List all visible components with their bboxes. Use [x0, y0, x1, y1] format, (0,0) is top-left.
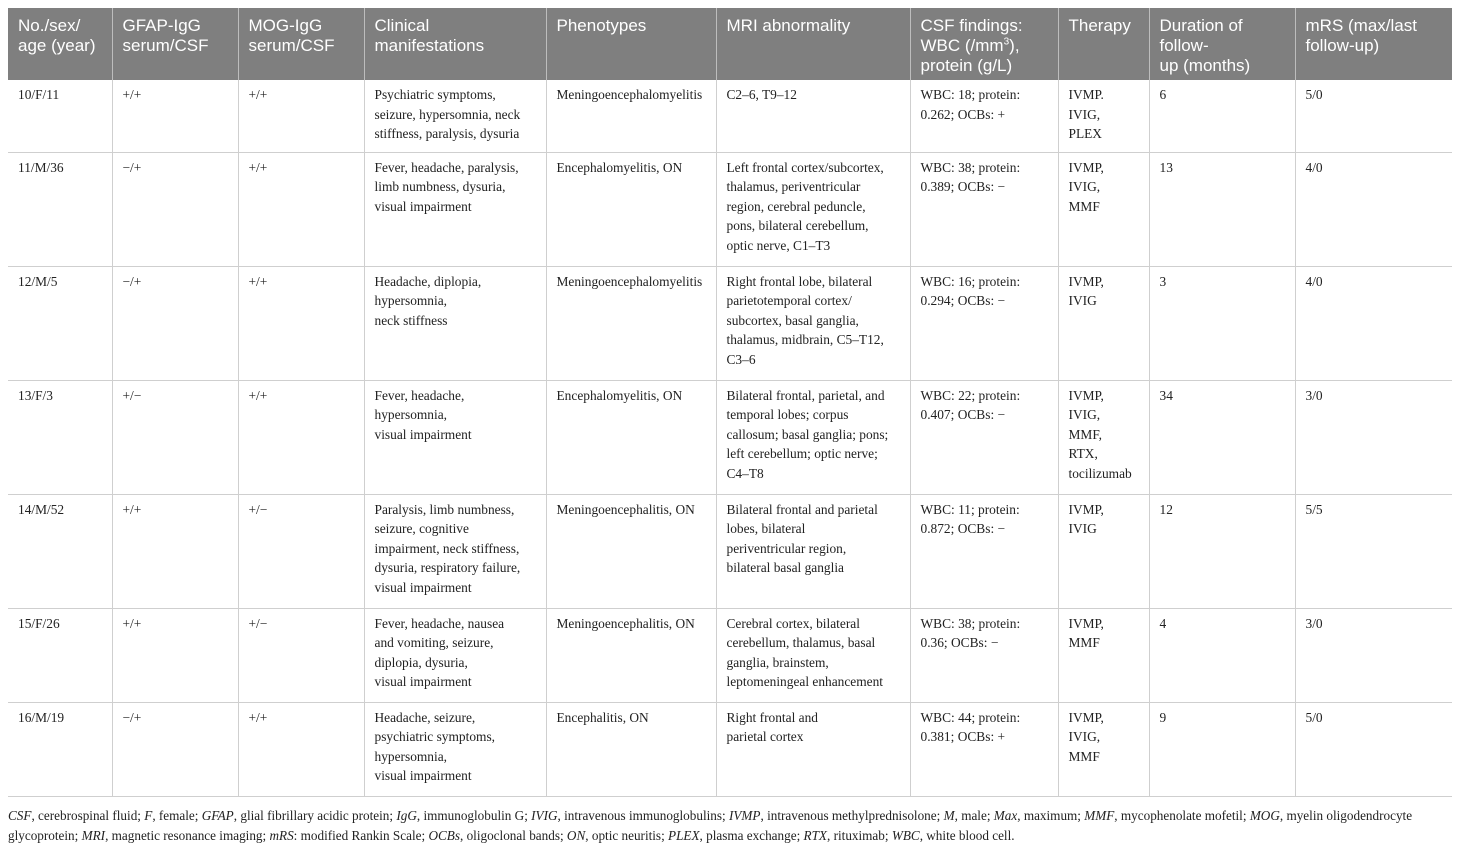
cell-mrs: 5/0: [1295, 80, 1452, 152]
cell-csf: WBC: 38; protein: 0.389; OCBs: −: [910, 152, 1058, 266]
cell-csf: WBC: 44; protein: 0.381; OCBs: +: [910, 702, 1058, 796]
col-header-csf: [910, 8, 1058, 80]
footnote-def: , intravenous immunoglobulins;: [557, 808, 729, 823]
cell-mri: Bilateral frontal and parietal lobes, bilateral periventricular region, bilateral basal ganglia: [716, 494, 910, 608]
table-row: [8, 152, 1452, 266]
csf-header-line3: protein (g/L): [920, 56, 1013, 75]
table-row: [8, 608, 1452, 702]
col-header-phenotypes: Phenotypes: [546, 8, 716, 80]
cell-clinical: Headache, seizure, psychiatric symptoms, hypersomnia, visual impairment: [364, 702, 546, 796]
cell-therapy: IVMP. IVIG, PLEX: [1058, 80, 1149, 152]
footnote-abbr: MRI: [81, 827, 106, 843]
footnote-abbr: ON: [566, 827, 586, 843]
cell-phenotype: Meningoencephalitis, ON: [546, 494, 716, 608]
cell-duration: 4: [1149, 608, 1295, 702]
cell-clinical: Fever, headache, hypersomnia, visual impairment: [364, 380, 546, 494]
cell-clinical: Headache, diplopia, hypersomnia, neck stiffness: [364, 266, 546, 380]
cell-mog: +/+: [238, 266, 364, 380]
cell-mog: +/+: [238, 152, 364, 266]
footnote-def: , optic neuritis;: [585, 827, 669, 843]
footnote-abbr: IgG: [396, 808, 417, 823]
footnote-def: , plasma exchange;: [699, 827, 804, 843]
cell-mri: Right frontal lobe, bilateral parietotemporal cortex/ subcortex, basal ganglia, thalamus, midbrain, C5–T12, C3–6: [716, 266, 910, 380]
cell-phenotype: Encephalomyelitis, ON: [546, 380, 716, 494]
col-header-mri: MRI abnormality: [716, 8, 910, 80]
footnote-abbr: IVMP: [728, 808, 761, 823]
cell-id: 15/F/26: [8, 608, 112, 702]
csf-header-line2: WBC $(/mm^3)$,: [920, 36, 1020, 55]
footnote-def: : modified Rankin Scale;: [293, 827, 429, 843]
footnote-abbr: IVIG: [531, 808, 558, 823]
table-row: [8, 380, 1452, 494]
footnote-abbr: OCBs: [428, 827, 460, 843]
footnote-abbr: RTX: [803, 827, 827, 843]
cell-duration: 3: [1149, 266, 1295, 380]
col-header-therapy: Therapy: [1058, 8, 1149, 80]
cell-duration: 6: [1149, 80, 1295, 152]
cell-gfap: +/+: [112, 80, 238, 152]
col-header-gfap: GFAP-IgG serum/CSF: [112, 8, 238, 80]
cell-mri: Right frontal and parietal cortex: [716, 702, 910, 796]
cell-therapy: IVMP, IVIG: [1058, 494, 1149, 608]
cell-duration: 12: [1149, 494, 1295, 608]
cell-gfap: +/+: [112, 494, 238, 608]
table-row: [8, 494, 1452, 608]
cell-mri: Left frontal cortex/subcortex, thalamus, periventricular region, cerebral peduncle, pons, bilateral cerebellum, optic nerve, C1–T3: [716, 152, 910, 266]
cell-csf: WBC: 11; protein: 0.872; OCBs: −: [910, 494, 1058, 608]
cell-id: 10/F/11: [8, 80, 112, 152]
cell-phenotype: Encephalitis, ON: [546, 702, 716, 796]
cell-mog: +/+: [238, 80, 364, 152]
table-row: [8, 80, 1452, 152]
cell-duration: 34: [1149, 380, 1295, 494]
cell-mrs: 3/0: [1295, 380, 1452, 494]
footnote-abbr: MMF: [1084, 808, 1115, 823]
cell-id: 14/M/52: [8, 494, 112, 608]
col-header-clinical: Clinical manifestations: [364, 8, 546, 80]
footnote-abbr: mRS: [269, 827, 294, 843]
cell-csf: WBC: 18; protein: 0.262; OCBs: +: [910, 80, 1058, 152]
csf-header-line1: CSF findings:: [920, 16, 1023, 35]
footnote-def: , magnetic resonance imaging;: [105, 827, 270, 843]
col-header-duration: Duration of follow- up (months): [1149, 8, 1295, 80]
cell-id: 12/M/5: [8, 266, 112, 380]
cell-gfap: +/+: [112, 608, 238, 702]
cell-gfap: −/+: [112, 266, 238, 380]
cell-mri: Bilateral frontal, parietal, and temporal lobes; corpus callosum; basal ganglia; pons; left cerebellum; optic nerve; C4–T8: [716, 380, 910, 494]
cell-mrs: 3/0: [1295, 608, 1452, 702]
cell-clinical: Fever, headache, paralysis, limb numbness, dysuria, visual impairment: [364, 152, 546, 266]
cell-therapy: IVMP, IVIG, MMF, RTX, tocilizumab: [1058, 380, 1149, 494]
cell-mog: +/+: [238, 380, 364, 494]
cell-clinical: Paralysis, limb numbness, seizure, cognitive impairment, neck stiffness, dysuria, respiratory failure, visual impairment: [364, 494, 546, 608]
table-container: [8, 8, 1452, 797]
footnote-def: , oligoclonal bands;: [459, 827, 567, 843]
col-header-mrs: mRS (max/last follow-up): [1295, 8, 1452, 80]
col-header-id: No./sex/ age (year): [8, 8, 112, 80]
footnote-def: , immunoglobulin G;: [416, 808, 532, 823]
cell-mrs: 5/0: [1295, 702, 1452, 796]
cell-therapy: IVMP, IVIG, MMF: [1058, 702, 1149, 796]
patient-table: [8, 8, 1452, 797]
cell-mrs: 4/0: [1295, 266, 1452, 380]
cell-gfap: −/+: [112, 152, 238, 266]
footnote-def: , mycophenolate mofetil;: [1114, 808, 1250, 823]
footnote-abbr: Max: [993, 808, 1018, 823]
cell-therapy: IVMP, IVIG: [1058, 266, 1149, 380]
cell-gfap: −/+: [112, 702, 238, 796]
cell-id: 11/M/36: [8, 152, 112, 266]
cell-csf: WBC: 38; protein: 0.36; OCBs: −: [910, 608, 1058, 702]
footnote-def: , female;: [152, 808, 202, 823]
cell-mog: +/+: [238, 702, 364, 796]
cell-duration: 9: [1149, 702, 1295, 796]
footnote-abbr: MOG: [1249, 808, 1280, 823]
table-body: [8, 80, 1452, 796]
cell-clinical: Fever, headache, nausea and vomiting, seizure, diplopia, dysuria, visual impairment: [364, 608, 546, 702]
cell-phenotype: Meningoencephalitis, ON: [546, 608, 716, 702]
footnote-def: , rituximab;: [827, 827, 892, 843]
footnote-def: , white blood cell.: [919, 827, 1015, 843]
cell-mri: C2–6, T9–12: [716, 80, 910, 152]
cell-csf: WBC: 22; protein: 0.407; OCBs: −: [910, 380, 1058, 494]
footnote-abbr: F: [144, 808, 153, 823]
footnote-abbr: GFAP: [201, 808, 234, 823]
footnote-abbr: CSF: [8, 808, 32, 823]
table-row: [8, 702, 1452, 796]
cell-duration: 13: [1149, 152, 1295, 266]
cell-mrs: 5/5: [1295, 494, 1452, 608]
footnote-def: , male;: [954, 808, 994, 823]
cell-clinical: Psychiatric symptoms, seizure, hypersomnia, neck stiffness, paralysis, dysuria: [364, 80, 546, 152]
cell-phenotype: Meningoencephalomyelitis: [546, 266, 716, 380]
footnote-def: , cerebrospinal fluid;: [31, 808, 145, 823]
cell-mog: +/−: [238, 608, 364, 702]
footnote-def: , glial fibrillary acidic protein;: [233, 808, 397, 823]
footnote-abbr: M: [943, 808, 955, 823]
cell-phenotype: Meningoencephalomyelitis: [546, 80, 716, 152]
col-header-mog: MOG-IgG serum/CSF: [238, 8, 364, 80]
footnote-def: , myelin oligodendrocyte glycoprotein;: [8, 808, 1413, 843]
footnote-abbr: WBC: [891, 827, 920, 843]
table-row: [8, 266, 1452, 380]
cell-therapy: IVMP, IVIG, MMF: [1058, 152, 1149, 266]
cell-id: 13/F/3: [8, 380, 112, 494]
cell-mri: Cerebral cortex, bilateral cerebellum, thalamus, basal ganglia, brainstem, leptomeningeal enhancement: [716, 608, 910, 702]
table-footnote: [8, 806, 1452, 846]
cell-csf: WBC: 16; protein: 0.294; OCBs: −: [910, 266, 1058, 380]
footnote-abbr: PLEX: [668, 827, 700, 843]
cell-gfap: +/−: [112, 380, 238, 494]
cell-mrs: 4/0: [1295, 152, 1452, 266]
header-row: [8, 8, 1452, 80]
footnote-def: , maximum;: [1017, 808, 1085, 823]
cell-therapy: IVMP, MMF: [1058, 608, 1149, 702]
cell-mog: +/−: [238, 494, 364, 608]
cell-id: 16/M/19: [8, 702, 112, 796]
footnote-def: , intravenous methylprednisolone;: [760, 808, 944, 823]
cell-phenotype: Encephalomyelitis, ON: [546, 152, 716, 266]
